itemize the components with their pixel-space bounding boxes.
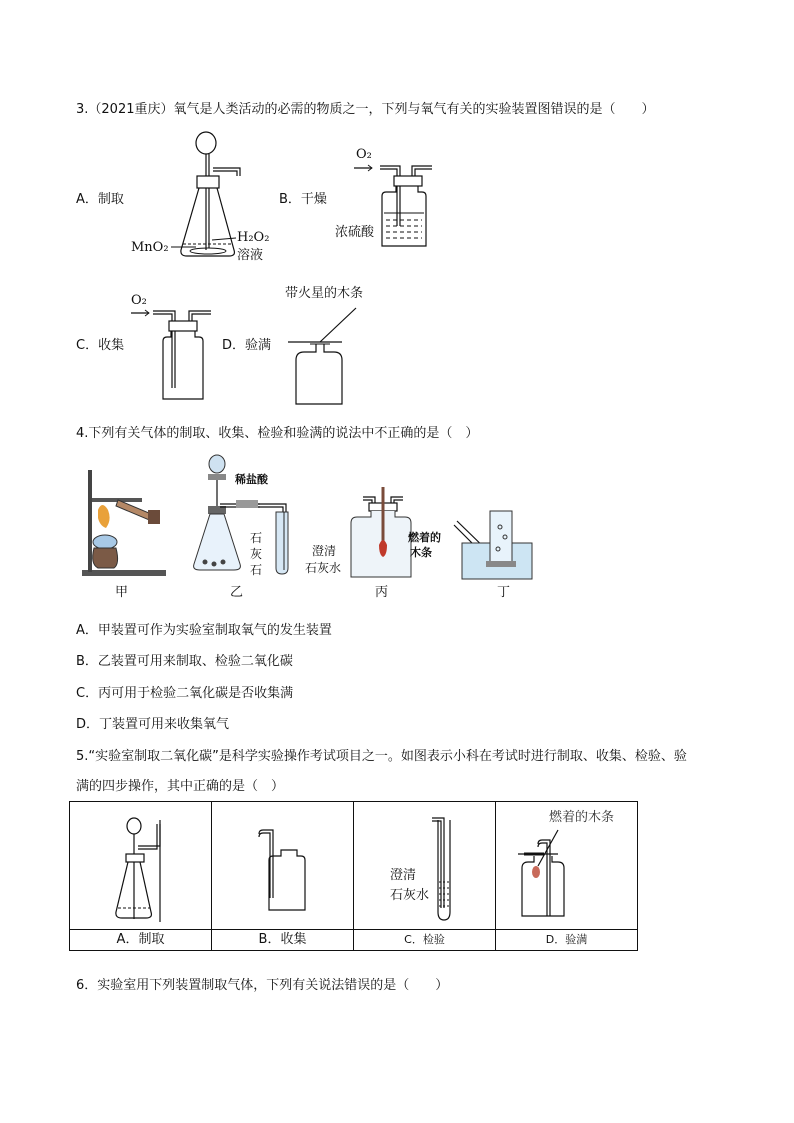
q4-jia-heating-apparatus: [78, 460, 178, 580]
q3-label-mno2: MnO₂: [131, 240, 169, 255]
q4-option-c[interactable]: C．丙可用于检验二氧化碳是否收集满: [76, 686, 294, 701]
q3-label-stick: 带火星的木条: [285, 286, 364, 301]
q3-collection-bottle: [125, 303, 215, 403]
q3-option-b[interactable]: B．干燥: [279, 192, 327, 207]
q4-label-limestone-2: 灰: [250, 547, 263, 561]
q4-fig-bing: 丙: [375, 585, 389, 600]
q3-option-a[interactable]: A．制取: [76, 192, 124, 207]
q3-question: 3.（2021重庆）氧气是人类活动的必需的物质之一，下列与氧气有关的实验装置图错误的是（ ）: [76, 102, 655, 117]
q5-label-limewater-1: 澄清: [390, 868, 417, 883]
q5-cell-c-figure[interactable]: [354, 802, 496, 930]
q5-b-bottle: [257, 824, 317, 924]
q5-cell-d-figure[interactable]: [496, 802, 638, 930]
q4-option-a[interactable]: A．甲装置可作为实验室制取氧气的发生装置: [76, 623, 332, 638]
q5-question-line2: 满的四步操作，其中正确的是（ ）: [76, 779, 285, 794]
q4-question: 4.下列有关气体的制取、收集、检验和验满的说法中不正确的是（ ）: [76, 426, 479, 441]
q6-question: 6．实验室用下列装置制取气体，下列有关说法错误的是（ ）: [76, 978, 449, 993]
q4-fig-jia: 甲: [115, 585, 129, 600]
q5-caption-a[interactable]: A．制取: [70, 930, 212, 951]
q5-cell-b-figure[interactable]: [212, 802, 354, 930]
q5-question-line1: 5.“实验室制取二氧化碳”是科学实验操作考试项目之一。如图表示小科在考试时进行制取、收集、检验、验: [76, 749, 687, 764]
q3-label-acid: 浓硫酸: [335, 225, 375, 240]
q5-caption-c[interactable]: C．检验: [354, 930, 496, 951]
q5-a-flask: [110, 816, 180, 928]
q5-d-bottle: [514, 820, 584, 920]
q4-bing-bottle: [345, 485, 415, 580]
q4-label-limewater-2: 石灰水: [305, 561, 342, 575]
q3-option-c[interactable]: C．收集: [76, 338, 125, 353]
q3-label-o2-b: O₂: [356, 147, 372, 162]
q4-label-burning-1: 燃着的: [408, 531, 441, 544]
q5-cell-a-figure[interactable]: [70, 802, 212, 930]
q4-fig-yi: 乙: [230, 585, 244, 600]
q5-c-test-tube: [424, 812, 464, 924]
q3-label-o2-c: O₂: [131, 293, 147, 308]
q4-label-hcl: 稀盐酸: [235, 473, 268, 486]
q4-ding-water-trough: [450, 505, 535, 585]
q5-options-table: [69, 801, 638, 951]
q4-fig-ding: 丁: [497, 585, 511, 600]
q4-label-limestone-3: 石: [250, 563, 263, 577]
q4-label-limewater-1: 澄清: [312, 544, 337, 558]
q3-option-d[interactable]: D．验满: [222, 338, 272, 353]
q5-label-limewater-2: 石灰水: [390, 888, 430, 903]
q5-caption-b[interactable]: B．收集: [212, 930, 354, 951]
q4-label-limestone-1: 石: [250, 531, 263, 545]
q3-label-h2o2: H₂O₂: [237, 230, 270, 245]
q4-option-d[interactable]: D．丁装置可用来收集氧气: [76, 717, 230, 732]
q3-label-solution: 溶液: [237, 248, 264, 263]
q3-leader-lines: [0, 0, 794, 300]
q4-label-burning-2: 木条: [410, 546, 432, 559]
q3-glowing-stick-bottle: [280, 300, 370, 410]
q5-caption-d[interactable]: D．验满: [496, 930, 638, 951]
q5-label-burning: 燃着的木条: [549, 810, 615, 825]
q4-option-b[interactable]: B．乙装置可用来制取、检验二氧化碳: [76, 654, 293, 669]
